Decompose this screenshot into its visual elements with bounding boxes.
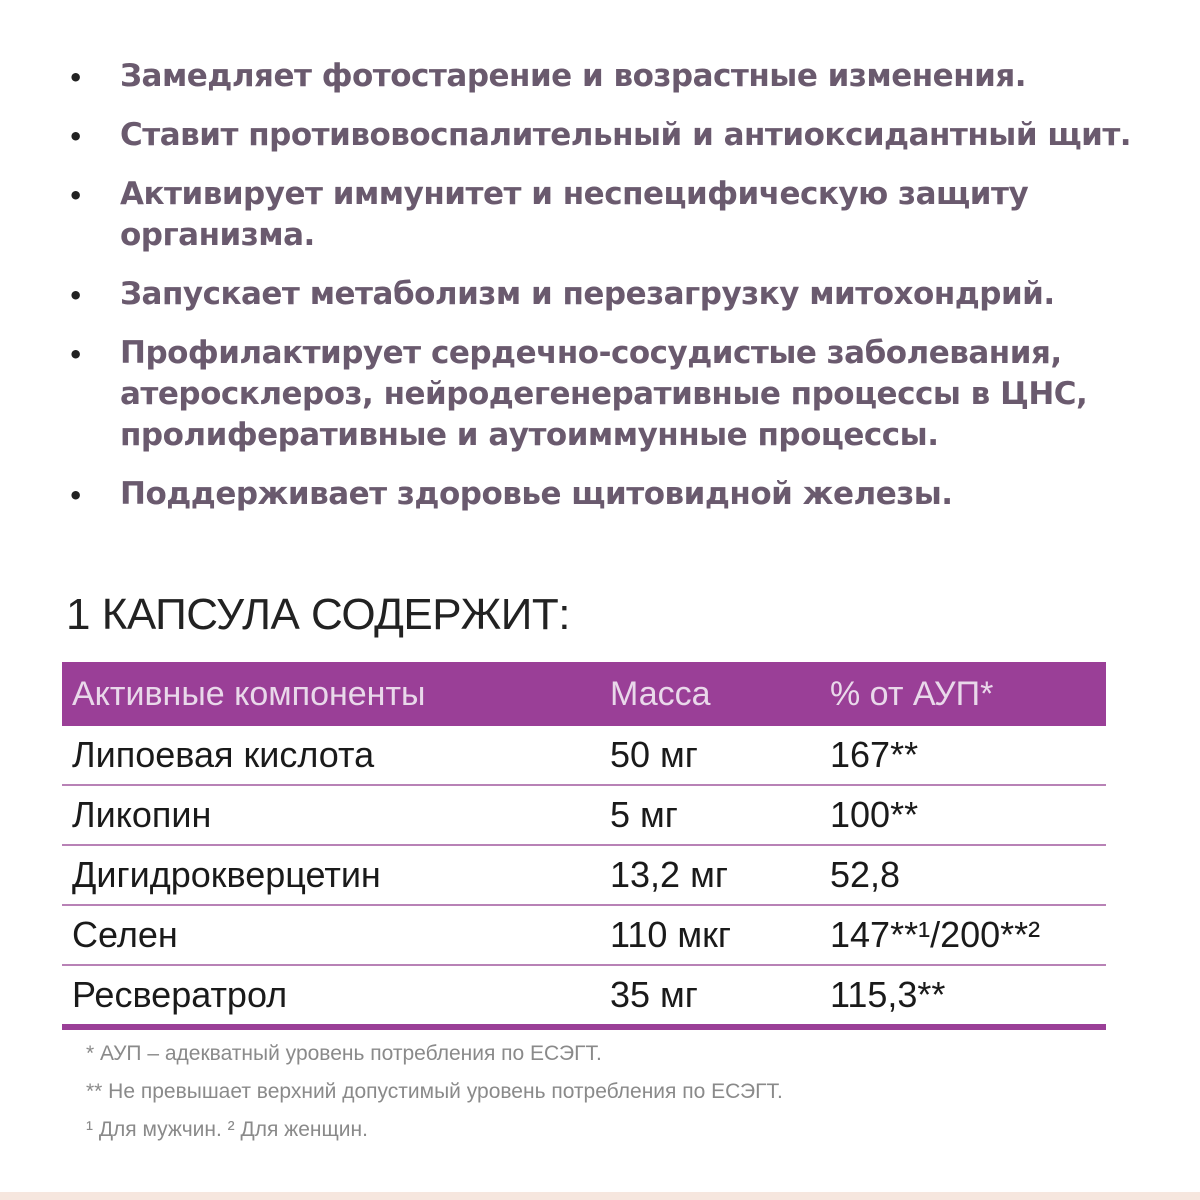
cell-component: Дигидрокверцетин	[72, 854, 381, 895]
table-header	[62, 662, 1106, 726]
cell-mass: 13,2 мг	[610, 854, 728, 895]
section-heading: 1 КАПСУЛА СОДЕРЖИТ:	[66, 590, 570, 639]
cell-component: Ликопин	[72, 794, 212, 835]
cell-percent: 147**¹/200**²	[830, 914, 1041, 955]
bullet-icon: •	[68, 64, 83, 92]
cell-component: Ресвератрол	[72, 974, 288, 1015]
cell-mass: 50 мг	[610, 734, 698, 775]
header-percent: % от АУП*	[830, 674, 994, 713]
cell-mass: 35 мг	[610, 974, 698, 1015]
table-row	[62, 846, 1106, 906]
table-row	[62, 906, 1106, 966]
composition-table	[62, 662, 1106, 1030]
cell-percent: 100**	[830, 794, 919, 835]
table-row	[62, 966, 1106, 1030]
list-item: • Запускает метаболизм и перезагрузку митохондрий.	[62, 274, 1162, 315]
footnote: ** Не превышает верхний допустимый уровень потребления по ЕСЭГТ.	[86, 1080, 783, 1103]
list-item: • Ставит противовоспалительный и антиоксидантный щит.	[62, 115, 1162, 156]
cell-component: Липоевая кислота	[72, 734, 375, 775]
cell-percent: 167**	[830, 734, 919, 775]
header-mass: Масса	[610, 674, 711, 713]
list-item: • Поддерживает здоровье щитовидной железы.	[62, 474, 1162, 515]
benefits-list	[62, 56, 1162, 533]
cell-mass: 110 мкг	[610, 914, 732, 955]
cell-percent: 115,3**	[830, 974, 946, 1015]
bullet-icon: •	[68, 282, 83, 310]
cell-component: Селен	[72, 914, 178, 955]
footnote: * АУП – адекватный уровень потребления по ЕСЭГТ.	[86, 1042, 602, 1065]
footnotes	[86, 1042, 783, 1156]
bullet-icon: •	[68, 341, 83, 369]
cell-percent: 52,8	[830, 854, 901, 895]
table-row	[62, 786, 1106, 846]
list-item: • Активирует иммунитет и неспецифическую защиту организма.	[68, 176, 1029, 253]
bottom-border	[0, 1192, 1200, 1200]
list-item: • Замедляет фотостарение и возрастные изменения.	[62, 56, 1162, 97]
bullet-icon: •	[68, 123, 83, 151]
footnote: ¹ Для мужчин. ² Для женщин.	[86, 1118, 368, 1141]
header-components: Активные компоненты	[72, 674, 426, 713]
list-item: • Профилактирует сердечно-сосудистые заболевания, атеросклероз, нейродегенеративные процессы в ЦНС, пролиферативные и аутоиммунные процессы.	[68, 335, 1088, 453]
table-row	[62, 726, 1106, 786]
bullet-icon: •	[68, 182, 83, 210]
cell-mass: 5 мг	[610, 794, 678, 835]
bullet-icon: •	[68, 482, 83, 510]
